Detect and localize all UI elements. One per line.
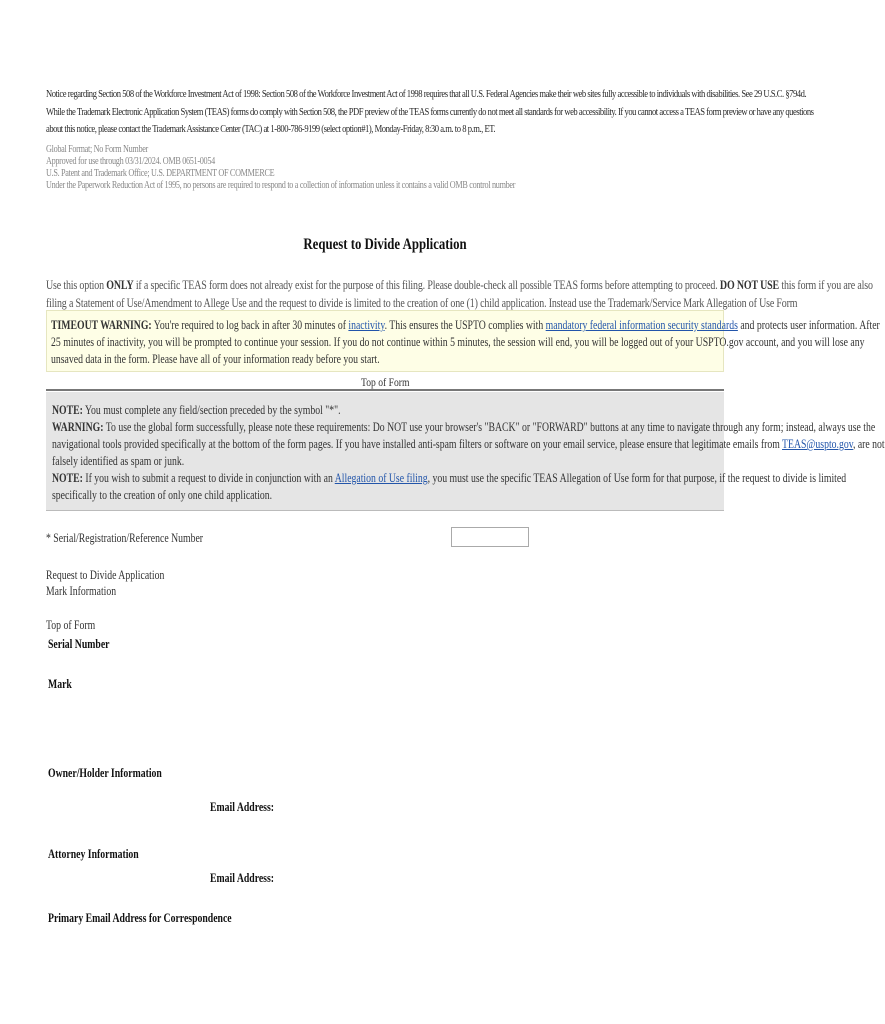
primary-email-heading: Primary Email Address for Correspondence [48, 911, 232, 925]
warning-line-3: falsely identified as spam or junk. [52, 454, 185, 468]
breadcrumb-request: Request to Divide Application [46, 568, 165, 582]
timeout-text-c: and protects user information. After [737, 318, 880, 332]
form-notes-text [52, 402, 885, 504]
intro-line-2: filing a Statement of Use/Amendment to Allege Use and the request to divide is limited to the creation of one (1) child application. Instead use the Trademark/Service Mark Allegation of Use Form [46, 295, 798, 310]
timeout-text-b: . This ensures the USPTO complies with [384, 318, 546, 332]
note-allegation [52, 470, 847, 487]
timeout-heading: TIMEOUT WARNING: [51, 318, 152, 332]
intro-text-b: if a specific TEAS form does not already exist for the purpose of this filing. Please double-check all possible TEAS forms before attempting to proceed. [133, 277, 720, 292]
page-title-wrap [0, 236, 770, 254]
breadcrumb-mark-info: Mark Information [46, 584, 117, 598]
notice-line-1: Notice regarding Section 508 of the Workforce Investment Act of 1998: Section 508 of the Workforce Investment Act of 1998 requires that all U.S. Federal Agencies make their web sites fully accessible to individuals with disabilities. See 29 U.S.C. §794d. [46, 88, 807, 100]
attorney-email-label: Email Address: [210, 871, 275, 885]
timeout-warning-text [51, 317, 880, 368]
page-title: Request to Divide Application [303, 236, 467, 253]
intro-text [46, 276, 873, 312]
mark-heading: Mark [48, 677, 72, 691]
timeout-line-2: 25 minutes of inactivity, you will be prompted to continue your session. If you do not continue within 5 minutes, the session will end, you will be logged out of your USPTO.gov account, and you will lose any [51, 335, 865, 349]
notice-line-3: about this notice, please contact the Trademark Assistance Center (TAC) at 1-800-786-9199 (select option#1), Monday-Friday, 8:30 a.m. to 8 p.m., ET. [46, 123, 496, 135]
teas-email-link[interactable]: TEAS@uspto.gov [782, 437, 853, 451]
note-required-text: You must complete any field/section preceded by the symbol "*". [82, 403, 341, 417]
note-allegation-line-2: specifically to the creation of only one child application. [52, 488, 273, 502]
security-standards-link[interactable]: mandatory federal information security standards [545, 318, 738, 332]
intro-only: ONLY [106, 277, 134, 292]
notice-line-2: While the Trademark Electronic Application System (TEAS) forms do comply with Section 508, the PDF preview of the TEAS forms currently do not meet all standards for web accessibility. If you cannot access a TEAS form preview or have any questions [46, 105, 814, 118]
form-format: Global Format; No Form Number [46, 144, 148, 155]
form-meta-info [46, 144, 592, 192]
form-divider [46, 389, 724, 391]
timeout-line-3: unsaved data in the form. Please have all of your information ready before you start. [51, 352, 380, 366]
timeout-line-1 [51, 317, 880, 334]
serial-number-label: * Serial/Registration/Reference Number [46, 531, 204, 545]
serial-number-input[interactable] [451, 527, 529, 547]
agency-name: U.S. Patent and Trademark Office; U.S. DEPARTMENT OF COMMERCE [46, 168, 275, 179]
warning-text-2: navigational tools provided specifically at the bottom of the form pages. If you have installed anti-spam filters or software on your email service, please ensure that legitimate emails from [52, 437, 783, 451]
inactivity-link[interactable]: inactivity [348, 318, 385, 332]
intro-text-c: this form if you are also [779, 277, 873, 292]
warning-text-3: , are not [852, 437, 885, 451]
note-allegation-text-a: If you wish to submit a request to divide in conjunction with an [82, 471, 335, 485]
warning-line-2 [52, 436, 885, 453]
serial-number-heading: Serial Number [48, 637, 110, 651]
omb-approval: Approved for use through 03/31/2024. OMB 0651-0054 [46, 156, 215, 167]
note-label-2: NOTE: [52, 471, 83, 485]
intro-line-1 [46, 276, 873, 294]
warning-line-1 [52, 419, 876, 436]
owner-info-heading: Owner/Holder Information [48, 766, 162, 780]
note-allegation-text-b: , you must use the specific TEAS Allegation of Use form for that purpose, if the request to divide is limited [427, 471, 847, 485]
owner-email-label: Email Address: [210, 800, 275, 814]
paperwork-notice: Under the Paperwork Reduction Act of 1995, no persons are required to respond to a collection of information unless it contains a valid OMB control number [46, 180, 516, 191]
timeout-warning-box [46, 310, 880, 372]
warning-label: WARNING: [52, 420, 104, 434]
note-label: NOTE: [52, 403, 83, 417]
top-of-form-label: Top of Form [360, 375, 410, 389]
intro-text-a: Use this option [46, 277, 107, 292]
intro-do-not-use: DO NOT USE [719, 277, 780, 292]
form-notes-box [46, 392, 885, 511]
allegation-of-use-link[interactable]: Allegation of Use filing [334, 471, 428, 485]
warning-text: To use the global form successfully, please note these requirements: Do NOT use your browser's "BACK" or "FORWARD" buttons at any time to navigate through any form; instead, always use the [103, 420, 876, 434]
top-of-form-wrap [0, 375, 770, 390]
timeout-text-a: You're required to log back in after 30 minutes of [151, 318, 349, 332]
attorney-info-heading: Attorney Information [48, 847, 139, 861]
note-required [52, 402, 723, 419]
section-508-notice [46, 86, 814, 139]
top-of-form-label-2: Top of Form [46, 618, 96, 632]
